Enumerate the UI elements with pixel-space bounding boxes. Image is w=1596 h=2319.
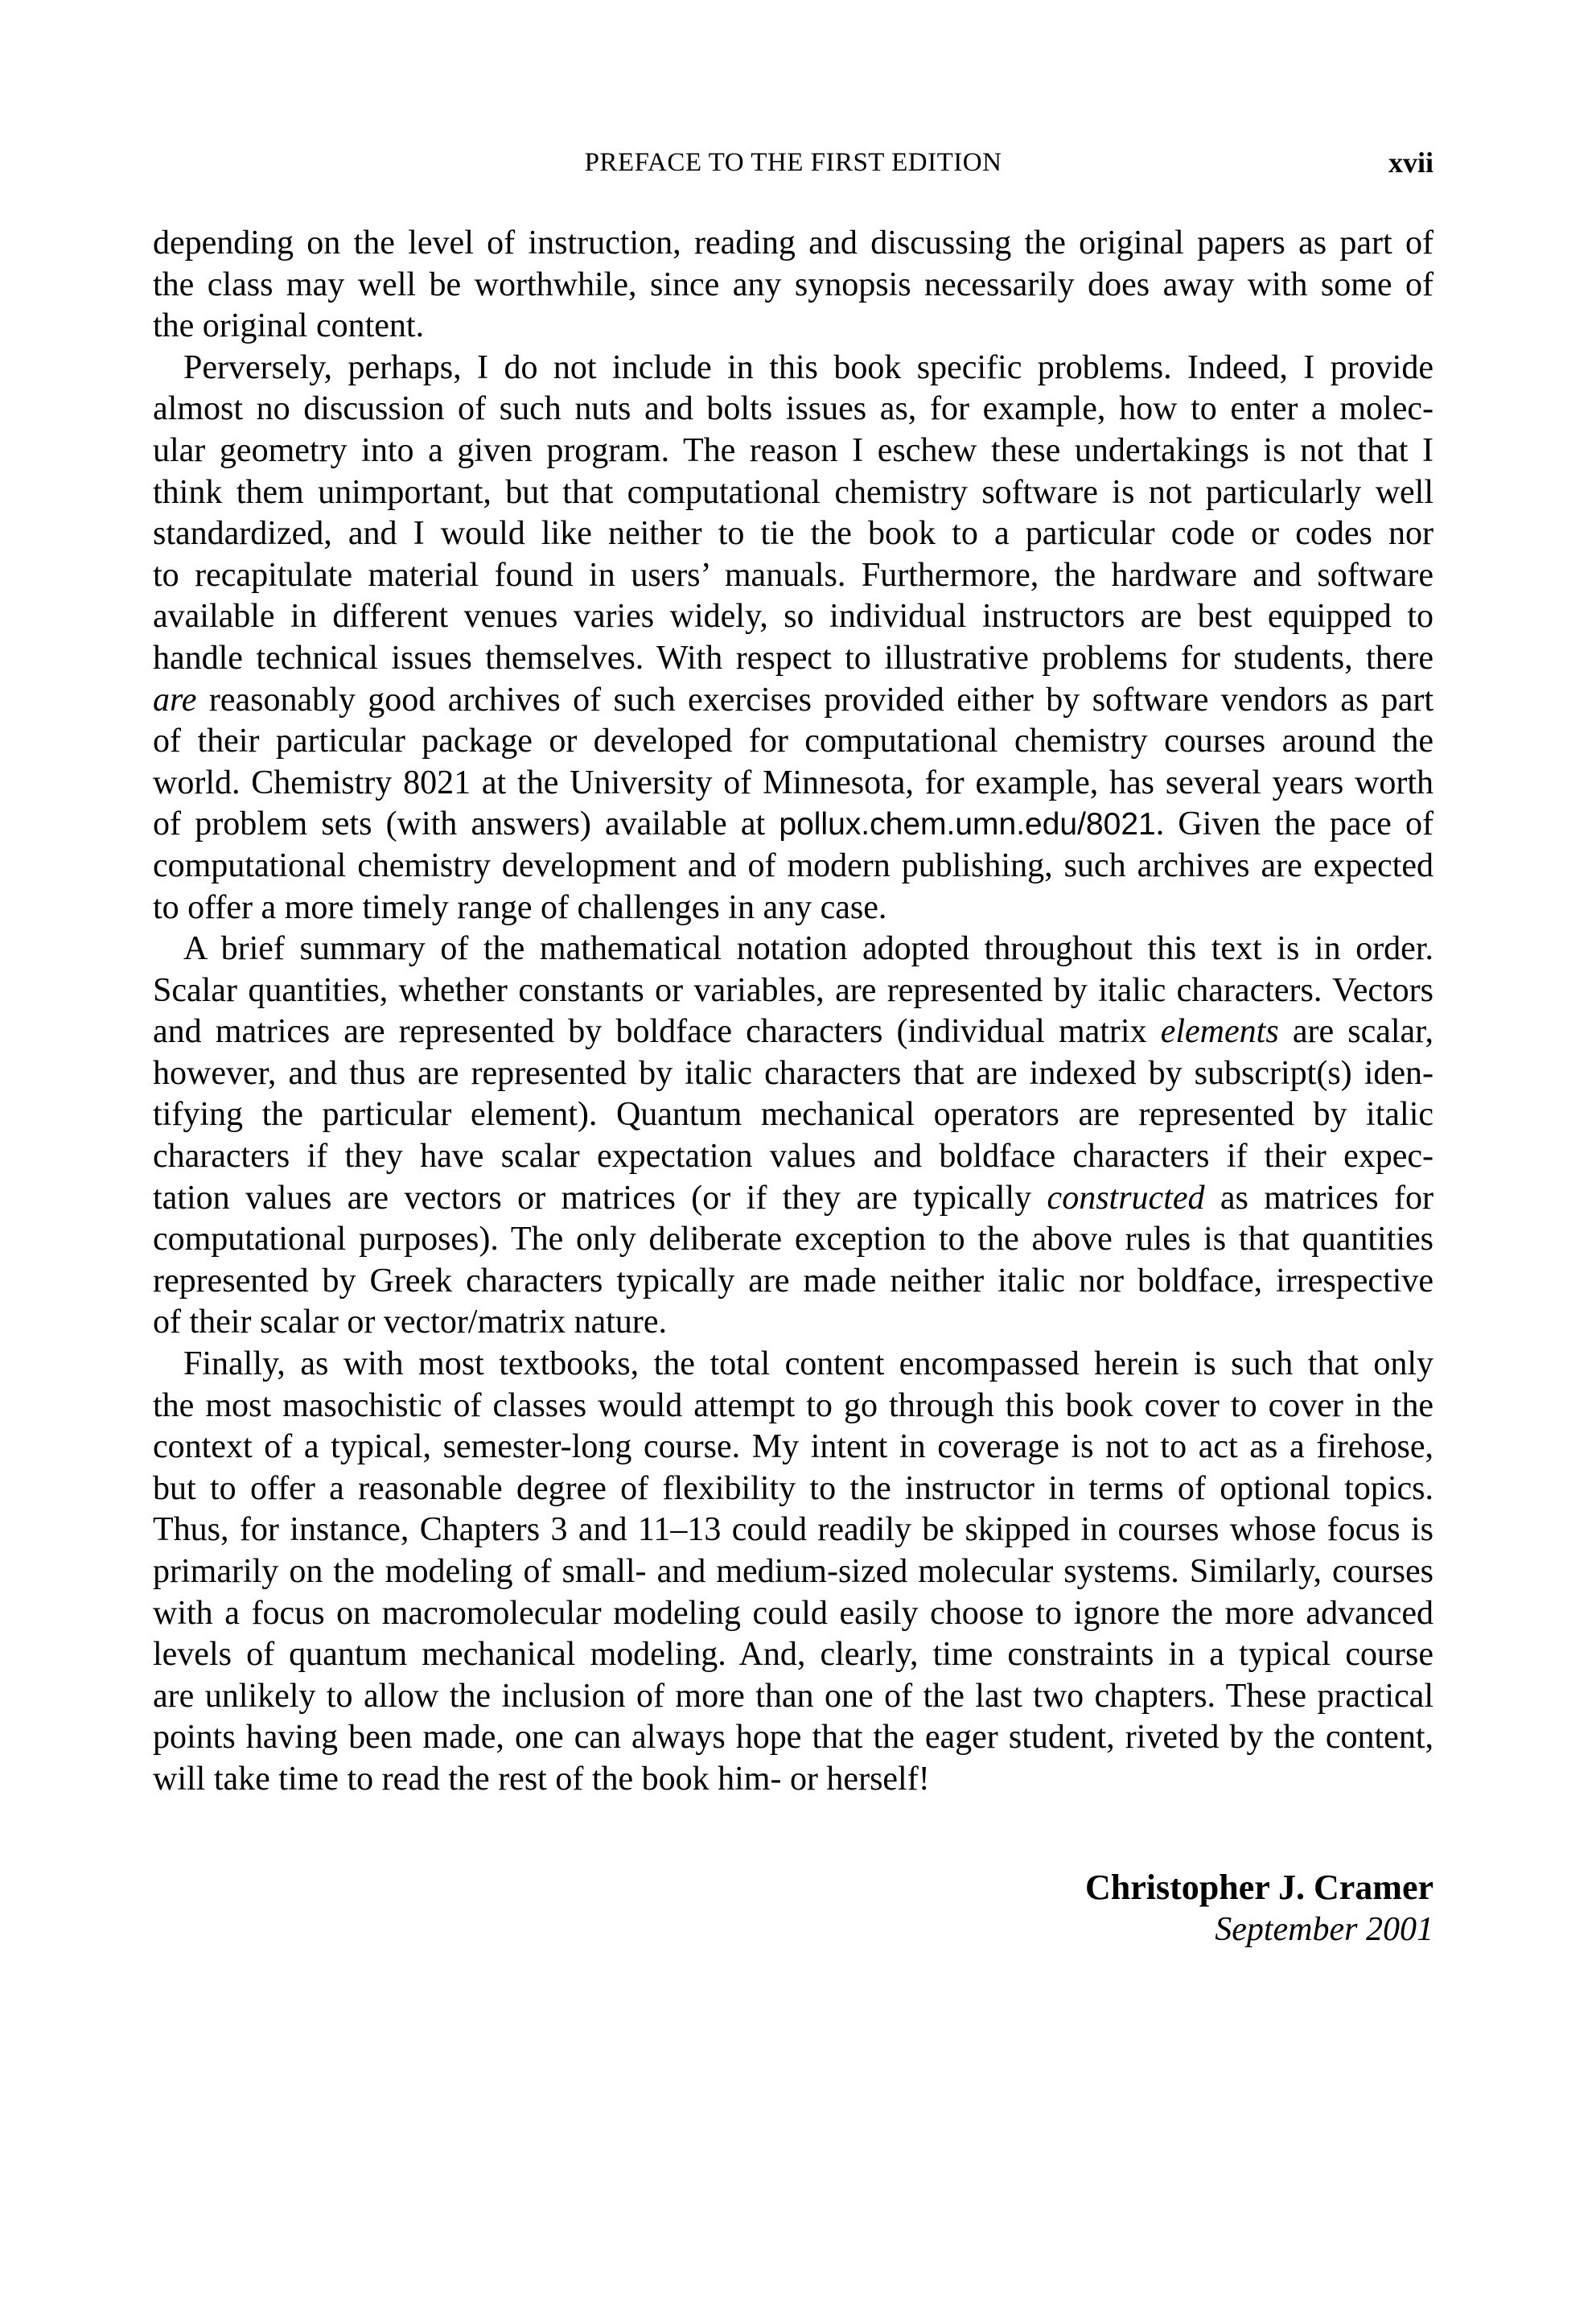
author-name: Christopher J. Cramer: [1085, 1868, 1434, 1907]
paragraph: [153, 223, 1434, 348]
text-run: think them unimportant, but that computational chemistry software is not particularly well: [153, 473, 1434, 511]
text-line: [153, 265, 1434, 307]
text-line: [153, 472, 1434, 514]
text-run: . Given the pace of: [1155, 805, 1434, 843]
text-run: are unlikely to allow the inclusion of more than one of the last two chapters. These practical: [153, 1677, 1434, 1715]
text-line: [153, 804, 1434, 846]
text-run: A brief summary of the mathematical notation adopted throughout this text is in order.: [183, 930, 1434, 968]
text-line: [153, 929, 1434, 970]
text-line: [153, 1011, 1434, 1053]
text-line: [153, 513, 1434, 555]
text-run: are scalar,: [1278, 1013, 1434, 1051]
signature-block: [1085, 1867, 1434, 1950]
text-run: Perversely, perhaps, I do not include in this book specific problems. Indeed, I provide: [183, 348, 1434, 386]
text-run: depending on the level of instruction, reading and discussing the original papers as part of: [153, 224, 1434, 262]
text-run: but to offer a reasonable degree of flexibility to the instructor in terms of optional topics.: [153, 1469, 1434, 1507]
text-line: [153, 1094, 1434, 1136]
text-run: Scalar quantities, whether constants or variables, are represented by italic characters. Vectors: [153, 971, 1434, 1009]
text-run: to recapitulate material found in users’ manuals. Furthermore, the hardware and software: [153, 556, 1434, 594]
url-text: pollux.chem.umn.edu/8021: [779, 807, 1156, 842]
text-run: the class may well be worthwhile, since any synopsis necessarily does away with some of: [153, 266, 1434, 303]
text-run: points having been made, one can always hope that the eager student, riveted by the content,: [153, 1719, 1434, 1757]
text-run: of their scalar or vector/matrix nature.: [153, 1304, 668, 1341]
text-run: characters if they have scalar expectation values and boldface characters if their expec-: [153, 1138, 1434, 1176]
paragraph: [153, 348, 1434, 929]
text-line: [153, 970, 1434, 1012]
text-line: [153, 1510, 1434, 1551]
text-line: [153, 348, 1434, 389]
emphasis-text: are: [153, 681, 197, 719]
text-run: tation values are vectors or matrices (or if they are typically: [153, 1179, 1047, 1217]
text-run: available in different venues varies widely, so individual instructors are best equipped to: [153, 598, 1434, 636]
text-line: [153, 389, 1434, 430]
text-run: and matrices are represented by boldface characters (individual matrix: [153, 1013, 1161, 1051]
emphasis-text: elements: [1160, 1013, 1279, 1051]
text-line: [153, 1717, 1434, 1759]
page-number: xvii: [1388, 146, 1434, 179]
text-run: however, and thus are represented by italic characters that are indexed by subscript(s) iden-: [153, 1054, 1434, 1092]
text-line: [153, 430, 1434, 472]
text-run: will take time to read the rest of the book him- or herself!: [153, 1760, 930, 1798]
text-run: world. Chemistry 8021 at the University of Minnesota, for example, has several years worth: [153, 764, 1434, 801]
text-line: [153, 1468, 1434, 1510]
text-run: primarily on the modeling of small- and medium-sized molecular systems. Similarly, courses: [153, 1553, 1434, 1590]
text-line: [153, 1053, 1434, 1095]
text-line: [153, 223, 1434, 265]
text-line: [153, 1261, 1434, 1303]
text-line: [153, 306, 1434, 348]
signature-date: September 2001: [1215, 1911, 1434, 1948]
text-run: computational purposes). The only deliberate exception to the above rules is that quantities: [153, 1221, 1434, 1258]
text-run: as matrices for: [1204, 1179, 1434, 1217]
text-run: to offer a more timely range of challenges in any case.: [153, 888, 887, 926]
text-line: [153, 1219, 1434, 1261]
text-run: the most masochistic of classes would attempt to go through this book cover to cover in the: [153, 1386, 1434, 1424]
text-line: [153, 638, 1434, 680]
text-run: of their particular package or developed for computational chemistry courses around the: [153, 723, 1434, 760]
text-run: ular geometry into a given program. The reason I eschew these undertakings is not that I: [153, 431, 1434, 469]
text-line: [153, 763, 1434, 805]
paragraph: [153, 1344, 1434, 1801]
text-run: computational chemistry development and of modern publishing, such archives are expected: [153, 846, 1434, 884]
text-line: [153, 1178, 1434, 1220]
text-line: [153, 721, 1434, 763]
text-line: [153, 680, 1434, 722]
text-run: of problem sets (with answers) available at: [153, 805, 779, 843]
text-line: [153, 596, 1434, 638]
text-line: [153, 555, 1434, 597]
text-run: with a focus on macromolecular modeling could easily choose to ignore the more advanced: [153, 1594, 1434, 1632]
text-run: the original content.: [153, 307, 425, 345]
emphasis-text: constructed: [1047, 1179, 1205, 1217]
body-text: [153, 223, 1434, 1801]
text-run: represented by Greek characters typically are made neither italic nor boldface, irrespective: [153, 1262, 1434, 1300]
text-run: context of a typical, semester-long course. My intent in coverage is not to act as a firehose,: [153, 1428, 1434, 1466]
text-line: [153, 1676, 1434, 1718]
paragraph: [153, 929, 1434, 1344]
text-line: [153, 1551, 1434, 1593]
text-run: tifying the particular element). Quantum mechanical operators are represented by italic: [153, 1096, 1434, 1134]
text-line: [153, 888, 1434, 929]
text-run: handle technical issues themselves. With respect to illustrative problems for students, there: [153, 639, 1434, 677]
text-run: levels of quantum mechanical modeling. And, clearly, time constraints in a typical course: [153, 1636, 1434, 1674]
text-run: Finally, as with most textbooks, the total content encompassed herein is such that only: [183, 1345, 1434, 1383]
text-line: [153, 1634, 1434, 1676]
text-line: [153, 1386, 1434, 1427]
text-line: [153, 1302, 1434, 1344]
page-header: [153, 145, 1434, 180]
text-line: [153, 1427, 1434, 1468]
text-line: [153, 1593, 1434, 1635]
text-line: [153, 1344, 1434, 1386]
text-line: [153, 846, 1434, 888]
text-line: [153, 1136, 1434, 1178]
text-run: standardized, and I would like neither to tie the book to a particular code or codes nor: [153, 515, 1434, 553]
text-run: almost no discussion of such nuts and bolts issues as, for example, how to enter a molec-: [153, 390, 1434, 428]
text-line: [153, 1759, 1434, 1801]
text-run: reasonably good archives of such exercises provided either by software vendors as part: [196, 681, 1434, 719]
running-title: PREFACE TO THE FIRST EDITION: [584, 148, 1002, 177]
text-run: Thus, for instance, Chapters 3 and 11–13 could readily be skipped in courses whose focus is: [153, 1511, 1434, 1549]
